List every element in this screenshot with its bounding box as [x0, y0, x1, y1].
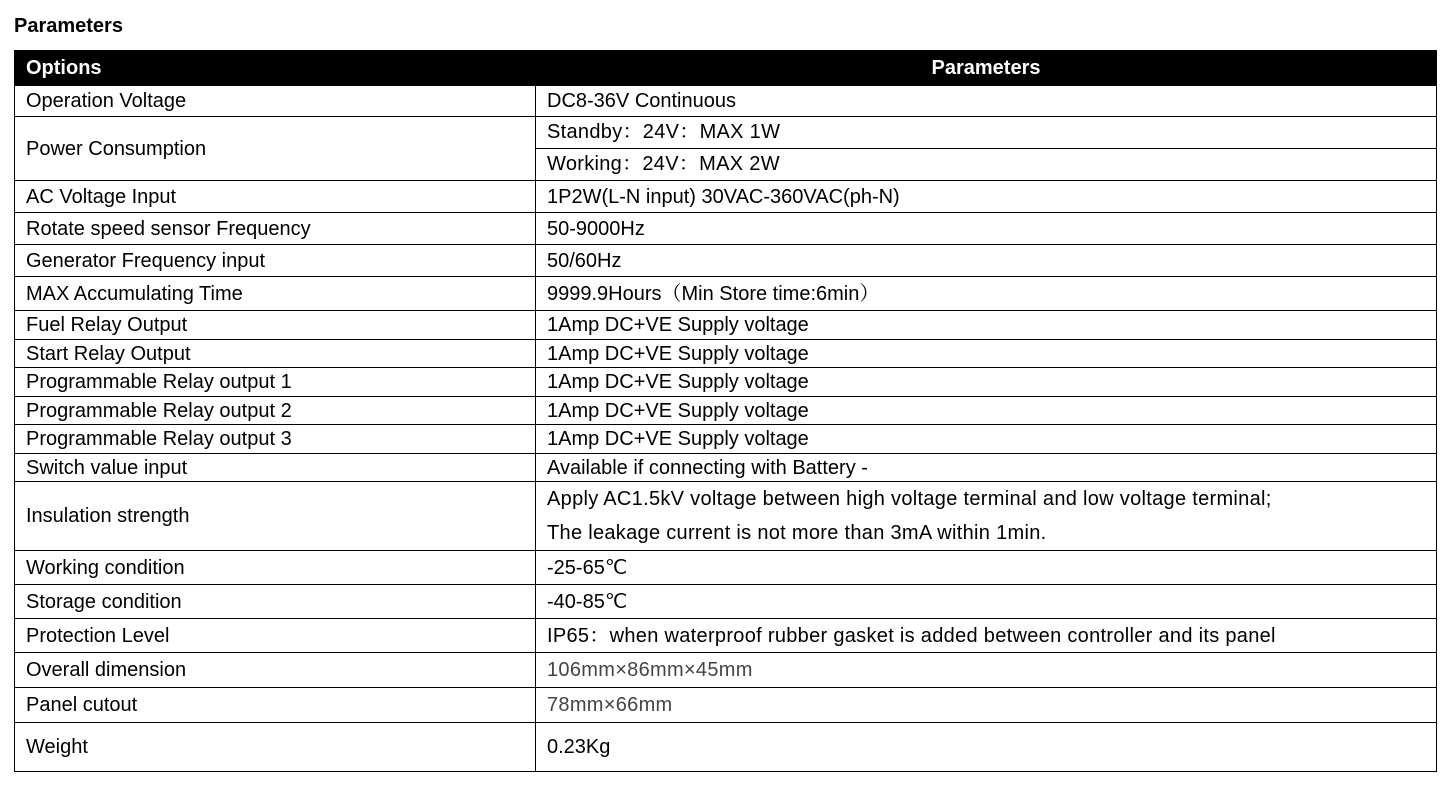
- table-row: [15, 482, 1437, 551]
- parameter-cell: IP65：when waterproof rubber gasket is added between controller and its panel: [536, 619, 1437, 653]
- parameter-cell: 1Amp DC+VE Supply voltage: [536, 397, 1437, 425]
- parameter-subline: Working：24V：MAX 2W: [536, 148, 1436, 180]
- table-row: [15, 340, 1437, 368]
- table-row: [15, 86, 1437, 117]
- table-row: [15, 454, 1437, 482]
- parameter-line: Apply AC1.5kV voltage between high voltage terminal and low voltage terminal;: [547, 488, 1272, 510]
- parameter-cell: DC8-36V Continuous: [536, 86, 1437, 117]
- table-row: [15, 619, 1437, 653]
- option-cell: Rotate speed sensor Frequency: [15, 213, 536, 245]
- option-cell: Switch value input: [15, 454, 536, 482]
- option-cell: Weight: [15, 723, 536, 772]
- table-row: [15, 688, 1437, 723]
- option-cell: AC Voltage Input: [15, 181, 536, 213]
- table-row: [15, 181, 1437, 213]
- option-cell: Overall dimension: [15, 653, 536, 688]
- option-cell: Operation Voltage: [15, 86, 536, 117]
- parameters-table: [14, 50, 1437, 772]
- table-row: [15, 425, 1437, 454]
- option-cell: Programmable Relay output 2: [15, 397, 536, 425]
- table-row: [15, 585, 1437, 619]
- option-cell: Generator Frequency input: [15, 245, 536, 277]
- parameter-cell: 50/60Hz: [536, 245, 1437, 277]
- parameter-cell: 1Amp DC+VE Supply voltage: [536, 311, 1437, 340]
- parameter-cell: -40-85℃: [536, 585, 1437, 619]
- parameter-subline: Standby：24V：MAX 1W: [547, 121, 781, 143]
- option-cell: Panel cutout: [15, 688, 536, 723]
- table-row: [15, 117, 1437, 181]
- option-cell: MAX Accumulating Time: [15, 277, 536, 311]
- option-cell: Protection Level: [15, 619, 536, 653]
- option-cell: Power Consumption: [15, 117, 536, 181]
- table-row: [15, 245, 1437, 277]
- table-row: [15, 277, 1437, 311]
- option-cell: Fuel Relay Output: [15, 311, 536, 340]
- option-cell: Start Relay Output: [15, 340, 536, 368]
- parameter-cell: 9999.9Hours（Min Store time:6min）: [536, 277, 1437, 311]
- parameter-cell: 78mm×66mm: [536, 688, 1437, 723]
- parameter-cell: 1P2W(L-N input) 30VAC-360VAC(ph-N): [536, 181, 1437, 213]
- table-row: [15, 551, 1437, 585]
- option-cell: Insulation strength: [15, 482, 536, 551]
- option-cell: Programmable Relay output 1: [15, 368, 536, 397]
- column-header-options: Options: [15, 51, 536, 86]
- parameter-cell: 1Amp DC+VE Supply voltage: [536, 368, 1437, 397]
- option-cell: Programmable Relay output 3: [15, 425, 536, 454]
- parameter-line: The leakage current is not more than 3mA within 1min.: [547, 522, 1047, 544]
- option-cell: Storage condition: [15, 585, 536, 619]
- table-row: [15, 311, 1437, 340]
- column-header-parameters: Parameters: [536, 51, 1437, 86]
- parameter-cell: 106mm×86mm×45mm: [536, 653, 1437, 688]
- page-title: Parameters: [14, 15, 123, 37]
- table-row: [15, 653, 1437, 688]
- parameter-cell: [536, 482, 1437, 551]
- parameter-cell: 1Amp DC+VE Supply voltage: [536, 425, 1437, 454]
- table-row: [15, 397, 1437, 425]
- table-header-row: [15, 51, 1437, 86]
- parameter-cell: Available if connecting with Battery -: [536, 454, 1437, 482]
- parameter-cell: [536, 117, 1437, 181]
- table-row: [15, 723, 1437, 772]
- table-row: [15, 368, 1437, 397]
- option-cell: Working condition: [15, 551, 536, 585]
- parameter-cell: 0.23Kg: [536, 723, 1437, 772]
- parameter-cell: 50-9000Hz: [536, 213, 1437, 245]
- parameter-cell: 1Amp DC+VE Supply voltage: [536, 340, 1437, 368]
- parameter-cell: -25-65℃: [536, 551, 1437, 585]
- table-row: [15, 213, 1437, 245]
